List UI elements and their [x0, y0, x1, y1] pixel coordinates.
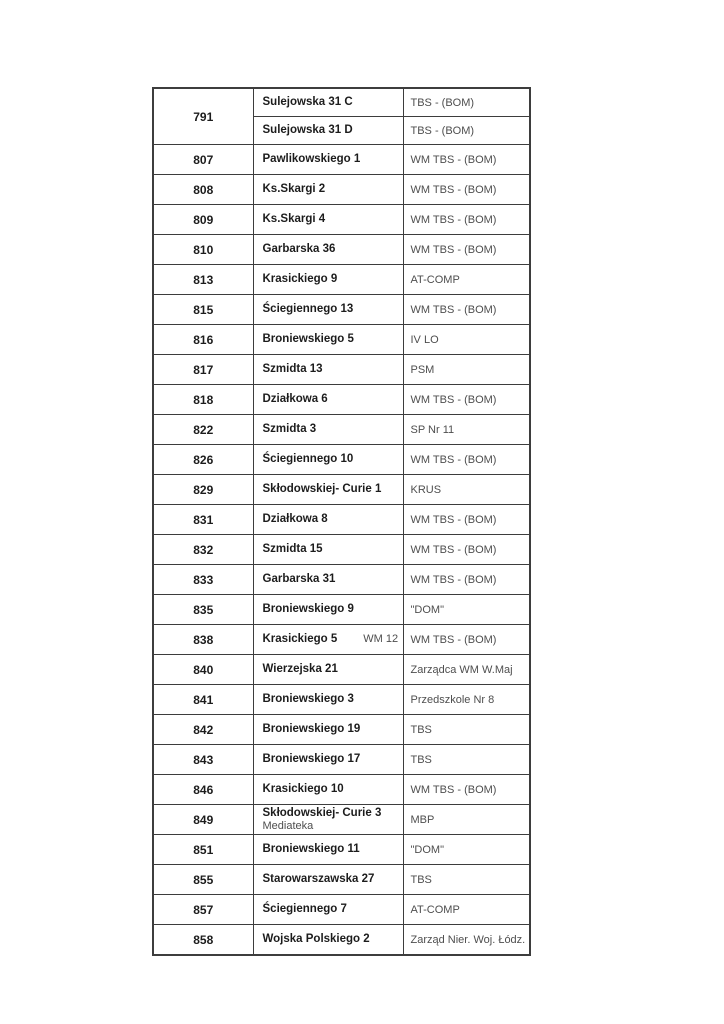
- row-address: [253, 355, 403, 385]
- row-managing-entity: TBS: [403, 745, 530, 775]
- row-number: 840: [153, 655, 253, 685]
- row-managing-entity: WM TBS - (BOM): [403, 385, 530, 415]
- row-managing-entity: WM TBS - (BOM): [403, 565, 530, 595]
- row-managing-entity: "DOM": [403, 595, 530, 625]
- table-row: [153, 685, 530, 715]
- address-text: Ściegiennego 10: [262, 453, 354, 465]
- row-managing-entity: IV LO: [403, 325, 530, 355]
- address-text: Broniewskiego 5: [262, 333, 354, 345]
- row-number: 831: [153, 505, 253, 535]
- table-row: [153, 235, 530, 265]
- row-managing-entity: WM TBS - (BOM): [403, 505, 530, 535]
- row-managing-entity: WM TBS - (BOM): [403, 445, 530, 475]
- row-address: [253, 505, 403, 535]
- row-address: [253, 235, 403, 265]
- table-body: [153, 88, 530, 955]
- row-address: [253, 685, 403, 715]
- row-number: 835: [153, 595, 253, 625]
- address-text: Garbarska 36: [262, 243, 336, 255]
- row-address: [253, 175, 403, 205]
- address-text: Pawlikowskiego 1: [262, 153, 361, 165]
- address-text: Starowarszawska 27: [262, 873, 375, 885]
- address-text: Broniewskiego 17: [262, 753, 361, 765]
- address-text: Szmidta 15: [262, 543, 323, 555]
- table-row: [153, 625, 530, 655]
- row-number: 818: [153, 385, 253, 415]
- address-text: Broniewskiego 9: [262, 603, 354, 615]
- row-managing-entity: Zarządca WM W.Maj: [403, 655, 530, 685]
- row-number: 846: [153, 775, 253, 805]
- row-managing-entity: WM TBS - (BOM): [403, 205, 530, 235]
- table-row: [153, 925, 530, 956]
- row-address: [253, 325, 403, 355]
- table-row: [153, 505, 530, 535]
- row-managing-entity: WM TBS - (BOM): [403, 145, 530, 175]
- address-text: Ks.Skargi 4: [262, 213, 326, 225]
- row-address: [253, 265, 403, 295]
- table-row: [153, 265, 530, 295]
- buildings-table: [152, 87, 531, 956]
- table-row: [153, 655, 530, 685]
- address-text: Szmidta 3: [262, 423, 317, 435]
- table-row: [153, 865, 530, 895]
- address-text: Wojska Polskiego 2: [262, 933, 370, 945]
- row-number: 809: [153, 205, 253, 235]
- row-managing-entity: WM TBS - (BOM): [403, 295, 530, 325]
- row-number: 829: [153, 475, 253, 505]
- address-text: Działkowa 8: [262, 513, 328, 525]
- row-number: 842: [153, 715, 253, 745]
- address-text: Broniewskiego 19: [262, 723, 361, 735]
- row-managing-entity: Zarząd Nier. Woj. Łódz.: [403, 925, 530, 956]
- row-managing-entity: TBS - (BOM): [403, 117, 530, 145]
- row-number: 833: [153, 565, 253, 595]
- row-number: 843: [153, 745, 253, 775]
- row-number: 813: [153, 265, 253, 295]
- row-address: [253, 295, 403, 325]
- row-address: [253, 475, 403, 505]
- row-number: 826: [153, 445, 253, 475]
- row-number: 832: [153, 535, 253, 565]
- row-address: [253, 415, 403, 445]
- table-row: [153, 445, 530, 475]
- address-text: Broniewskiego 11: [262, 843, 360, 855]
- row-managing-entity: WM TBS - (BOM): [403, 535, 530, 565]
- table-row: [153, 715, 530, 745]
- table-row: [153, 325, 530, 355]
- row-address: [253, 88, 403, 117]
- row-number: 838: [153, 625, 253, 655]
- row-number: 855: [153, 865, 253, 895]
- row-address: [253, 385, 403, 415]
- row-number: 810: [153, 235, 253, 265]
- row-address: [253, 565, 403, 595]
- table-row: [153, 475, 530, 505]
- row-number: 851: [153, 835, 253, 865]
- table-row: [153, 565, 530, 595]
- row-address: [253, 745, 403, 775]
- row-number: 808: [153, 175, 253, 205]
- address-text: Garbarska 31: [262, 573, 336, 585]
- address-text: Ściegiennego 7: [262, 903, 347, 915]
- row-address: [253, 715, 403, 745]
- address-text: Skłodowskiej- Curie 3: [262, 806, 382, 819]
- table-row: [153, 835, 530, 865]
- table-row: [153, 805, 530, 835]
- table-row: [153, 145, 530, 175]
- row-managing-entity: AT-COMP: [403, 895, 530, 925]
- row-managing-entity: WM TBS - (BOM): [403, 775, 530, 805]
- address-text: Działkowa 6: [262, 393, 328, 405]
- row-address: [253, 925, 403, 956]
- row-managing-entity: WM TBS - (BOM): [403, 175, 530, 205]
- row-address: [253, 117, 403, 145]
- row-address: [253, 865, 403, 895]
- row-managing-entity: TBS - (BOM): [403, 88, 530, 117]
- row-address: [253, 595, 403, 625]
- address-note: WM 12: [363, 633, 399, 645]
- row-address: [253, 205, 403, 235]
- row-number: 816: [153, 325, 253, 355]
- row-managing-entity: TBS: [403, 865, 530, 895]
- row-address: [253, 775, 403, 805]
- table-row: [153, 175, 530, 205]
- row-address: [253, 445, 403, 475]
- row-managing-entity: SP Nr 11: [403, 415, 530, 445]
- table-row: [153, 205, 530, 235]
- address-text: Sulejowska 31 D: [262, 124, 353, 136]
- row-address: [253, 835, 403, 865]
- table-row: [153, 355, 530, 385]
- row-address: [253, 625, 403, 655]
- address-text: Krasickiego 10: [262, 783, 344, 795]
- table-row: [153, 595, 530, 625]
- row-number: 817: [153, 355, 253, 385]
- row-managing-entity: Przedszkole Nr 8: [403, 685, 530, 715]
- address-text: Ściegiennego 13: [262, 303, 354, 315]
- row-managing-entity: PSM: [403, 355, 530, 385]
- row-number: 849: [153, 805, 253, 835]
- row-number: 841: [153, 685, 253, 715]
- row-number: 807: [153, 145, 253, 175]
- address-text: Krasickiego 9: [262, 273, 338, 285]
- row-address: [253, 535, 403, 565]
- row-managing-entity: WM TBS - (BOM): [403, 235, 530, 265]
- address-subtext: Mediateka: [262, 819, 314, 832]
- row-number: 857: [153, 895, 253, 925]
- row-managing-entity: MBP: [403, 805, 530, 835]
- address-text: Ks.Skargi 2: [262, 183, 326, 195]
- table-row: [153, 895, 530, 925]
- row-managing-entity: WM TBS - (BOM): [403, 625, 530, 655]
- address-text: Krasickiego 5: [262, 633, 338, 645]
- address-text: Skłodowskiej- Curie 1: [262, 483, 382, 495]
- row-managing-entity: TBS: [403, 715, 530, 745]
- address-text: Wierzejska 21: [262, 663, 338, 675]
- table-row: [153, 385, 530, 415]
- row-managing-entity: KRUS: [403, 475, 530, 505]
- row-managing-entity: "DOM": [403, 835, 530, 865]
- table-row: [153, 745, 530, 775]
- table-row: [153, 775, 530, 805]
- row-number: 791: [153, 88, 253, 145]
- row-address: [253, 895, 403, 925]
- table-row: [153, 295, 530, 325]
- table-row: [153, 535, 530, 565]
- table-row: [153, 415, 530, 445]
- row-number: 822: [153, 415, 253, 445]
- table-row: [153, 88, 530, 117]
- row-address: [253, 655, 403, 685]
- row-number: 858: [153, 925, 253, 956]
- row-address: [253, 145, 403, 175]
- address-text: Broniewskiego 3: [262, 693, 354, 705]
- row-number: 815: [153, 295, 253, 325]
- row-managing-entity: AT-COMP: [403, 265, 530, 295]
- address-text: Szmidta 13: [262, 363, 323, 375]
- row-address: [253, 805, 403, 835]
- address-text: Sulejowska 31 C: [262, 96, 353, 108]
